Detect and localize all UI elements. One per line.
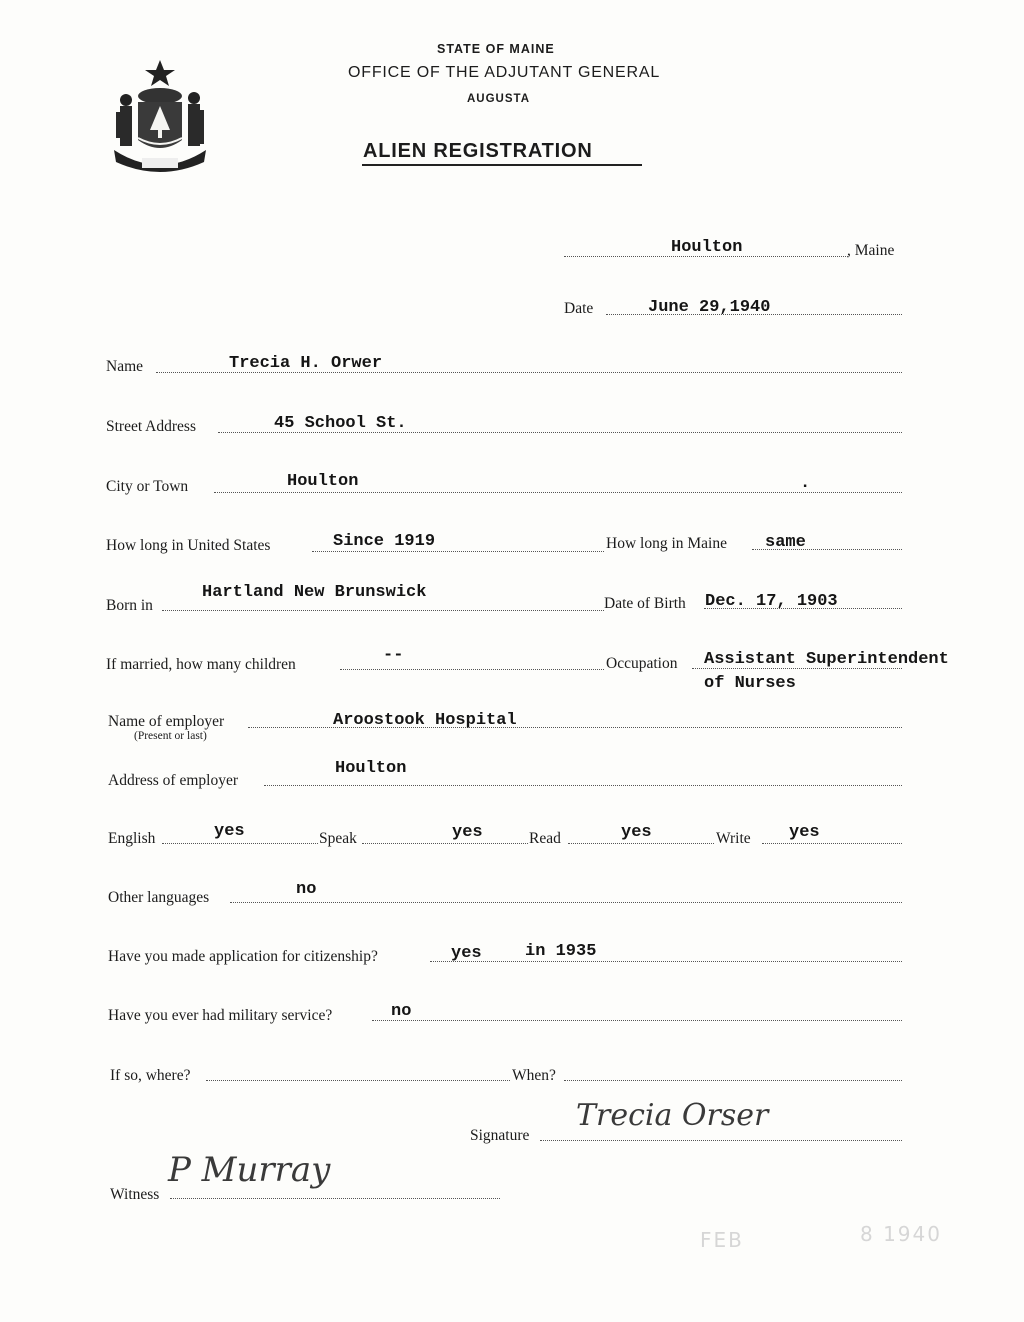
title-underline	[362, 164, 642, 166]
how-long-maine-value: same	[765, 533, 806, 552]
how-long-us-line	[312, 551, 604, 552]
place-suffix: , Maine	[847, 242, 895, 259]
how-long-us-value: Since 1919	[333, 532, 436, 551]
date-label: Date	[564, 300, 594, 317]
city-heading: AUGUSTA	[467, 93, 531, 105]
born-in-line	[162, 610, 604, 611]
city-value: Houlton	[287, 472, 359, 491]
english-label: English	[108, 830, 156, 847]
write-value: yes	[789, 823, 820, 842]
children-line	[340, 669, 604, 670]
born-in-value: Hartland New Brunswick	[202, 583, 427, 602]
other-languages-line	[230, 902, 902, 903]
children-label: If married, how many children	[106, 656, 296, 673]
employer-address-value: Houlton	[335, 759, 407, 778]
date-of-birth-value: Dec. 17, 1903	[705, 592, 838, 611]
read-line	[568, 843, 714, 844]
street-label: Street Address	[106, 418, 196, 435]
english-line	[162, 843, 318, 844]
state-heading: STATE OF MAINE	[437, 42, 555, 56]
street-value: 45 School St.	[274, 414, 407, 433]
military-line	[372, 1020, 902, 1021]
read-value: yes	[621, 823, 652, 842]
other-languages-value: no	[296, 880, 317, 899]
speak-line	[362, 843, 528, 844]
speak-label: Speak	[319, 830, 357, 847]
write-line	[762, 843, 902, 844]
citizenship-label: Have you made application for citizenship?	[108, 948, 378, 965]
employer-value: Aroostook Hospital	[333, 711, 517, 730]
occupation-label: Occupation	[606, 655, 678, 672]
citizenship-value: yes	[451, 944, 482, 963]
signature-line	[540, 1140, 902, 1141]
city-line	[214, 492, 902, 493]
speak-value: yes	[452, 823, 483, 842]
witness-line	[170, 1198, 500, 1199]
place-value: Houlton	[671, 238, 743, 257]
occupation-value-line2: of Nurses	[704, 674, 796, 693]
witness-signature: P Murray	[168, 1150, 331, 1190]
read-label: Read	[529, 830, 561, 847]
when-label: When?	[512, 1067, 556, 1084]
write-label: Write	[716, 830, 751, 847]
military-value: no	[391, 1002, 412, 1021]
employer-address-line	[264, 785, 902, 786]
how-long-maine-label: How long in Maine	[606, 535, 727, 552]
employer-label: Name of employer	[108, 713, 225, 730]
city-trailing-mark: .	[800, 474, 811, 493]
signature-label: Signature	[470, 1127, 530, 1144]
witness-label: Witness	[110, 1186, 160, 1203]
children-value: --	[383, 646, 404, 665]
form-title: ALIEN REGISTRATION	[363, 140, 593, 162]
when-line	[564, 1080, 902, 1081]
employer-address-label: Address of employer	[108, 772, 238, 789]
employer-sublabel: (Present or last)	[134, 730, 207, 742]
english-value: yes	[214, 822, 245, 841]
receipt-stamp-right: 8 1940	[860, 1222, 942, 1246]
name-label: Name	[106, 358, 144, 375]
handwritten-signature: Trecia Orser	[576, 1098, 769, 1133]
date-value: June 29,1940	[648, 298, 771, 317]
office-heading: OFFICE OF THE ADJUTANT GENERAL	[348, 64, 661, 81]
occupation-value-line1: Assistant Superintendent	[704, 650, 949, 669]
citizenship-line	[430, 961, 902, 962]
how-long-us-label: How long in United States	[106, 537, 271, 554]
citizenship-year: in 1935	[525, 942, 597, 961]
where-label: If so, where?	[110, 1067, 191, 1084]
city-label: City or Town	[106, 478, 189, 495]
date-of-birth-label: Date of Birth	[604, 595, 686, 612]
name-value: Trecia H. Orwer	[229, 354, 383, 373]
other-languages-label: Other languages	[108, 889, 210, 906]
born-in-label: Born in	[106, 597, 153, 614]
military-label: Have you ever had military service?	[108, 1007, 333, 1024]
where-line	[206, 1080, 510, 1081]
receipt-stamp-left: FEB	[700, 1228, 744, 1252]
state-of-maine-seal-icon	[108, 58, 212, 178]
